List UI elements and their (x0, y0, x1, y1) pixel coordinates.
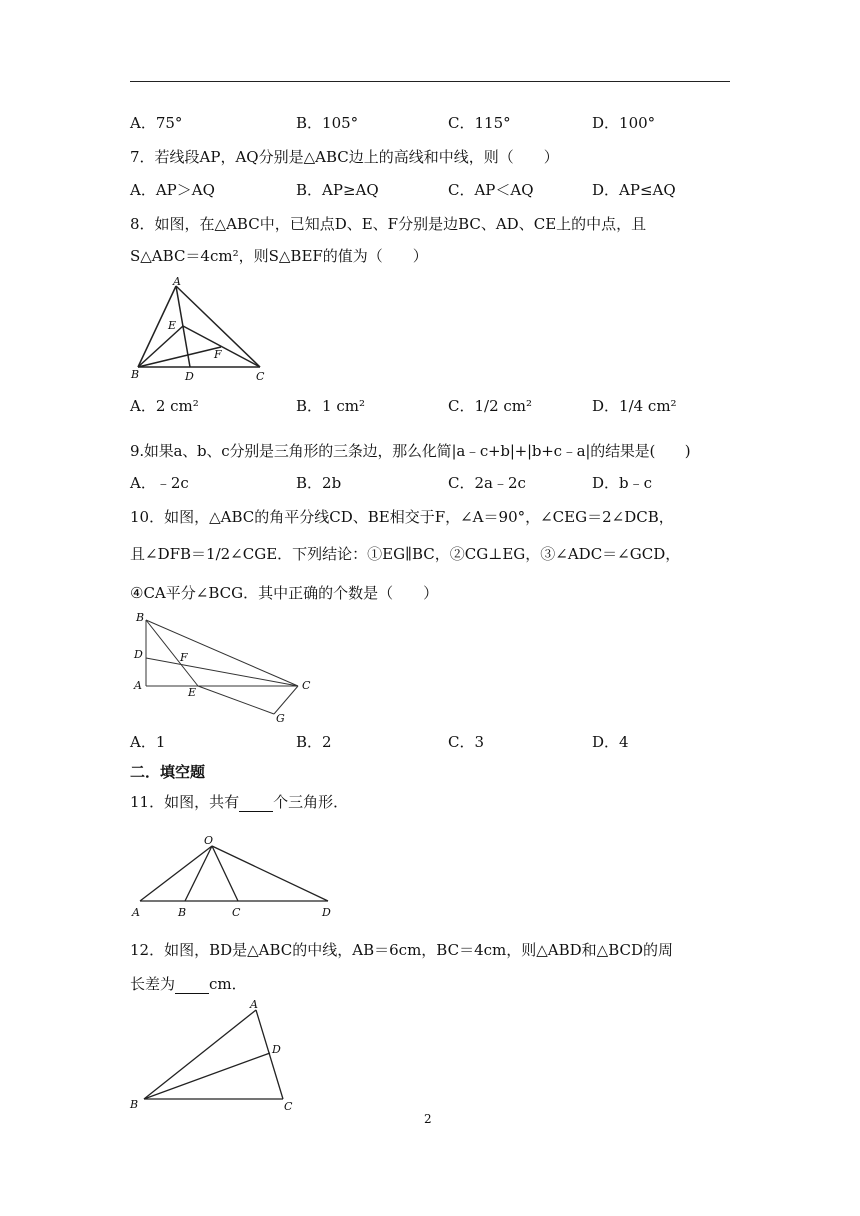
q8-seg-bf (138, 347, 221, 367)
q10-stem-line1: 10．如图，△ABC的角平分线CD、BE相交于F，∠A＝90°，∠CEG＝2∠DCB， (130, 508, 674, 526)
q10-label-g: G (276, 712, 285, 724)
q9-stem: 9.如果a、b、c分别是三角形的三条边，那么化简|a﹣c+b|+|b+c﹣a|的结果是( ) (130, 442, 691, 460)
q11-stem-post: 个三角形． (273, 793, 349, 811)
q11-label-a: A (132, 906, 140, 919)
q12-label-d: D (272, 1043, 281, 1056)
q10-option-b: B．2 (296, 733, 332, 751)
q8-option-a: A．2 cm² (130, 397, 199, 415)
q12-stem-pre: 长差为 (130, 975, 176, 993)
q12-stem-post: cm． (209, 975, 247, 993)
q11-seg-oc (212, 846, 238, 901)
q10-stem-line2: 且∠DFB＝1/2∠CGE．下列结论：①EG∥BC，②CG⊥EG，③∠ADC＝∠GCD， (130, 545, 681, 563)
q11-label-o: O (204, 834, 214, 847)
q9-option-c: C．2a﹣2c (448, 474, 526, 492)
q7-stem: 7．若线段AP，AQ分别是△ABC边上的高线和中线，则（ ） (130, 148, 559, 166)
q12-answer-blank (175, 979, 209, 994)
q6-option-a: A．75° (130, 114, 183, 132)
section-heading-fill-in: 二．填空题 (130, 763, 206, 781)
q11-figure (128, 828, 344, 922)
q7-option-d: D．AP≤AQ (592, 181, 676, 199)
q6-option-d: D．100° (592, 114, 656, 132)
q7-option-c: C．AP＜AQ (448, 181, 534, 199)
q10-label-d: D (134, 648, 143, 661)
q11-stem-pre: 11．如图，共有 (130, 793, 240, 811)
q8-stem-line1: 8．如图，在△ABC中，已知点D、E、F分别是边BC、AD、CE上的中点，且 (130, 215, 647, 233)
q8-stem-line2: S△ABC＝4cm²，则S△BEF的值为（ ） (130, 247, 428, 265)
q10-option-c: C．3 (448, 733, 485, 751)
q10-stem-line3: ④CA平分∠BCG．其中正确的个数是（ ） (130, 584, 439, 602)
q12-side-ab (144, 1010, 256, 1099)
q10-label-c: C (302, 679, 311, 692)
q10-figure (128, 608, 318, 724)
q11-stem (130, 792, 348, 812)
q10-label-f: F (180, 651, 188, 664)
q8-label-e: E (168, 319, 177, 332)
q11-seg-od (212, 846, 328, 901)
q10-seg-gc (274, 686, 298, 714)
q12-label-b: B (130, 1098, 139, 1111)
q10-side-bc (146, 620, 298, 686)
q8-label-f: F (214, 348, 222, 361)
q9-option-a: A．﹣2c (130, 474, 189, 492)
q8-option-b: B．1 cm² (296, 397, 365, 415)
q10-label-a: A (134, 679, 142, 692)
header-rule (130, 81, 730, 82)
q8-label-b: B (131, 368, 140, 381)
q10-option-d: D．4 (592, 733, 629, 751)
q10-label-b: B (136, 611, 145, 624)
q6-option-b: B．105° (296, 114, 359, 132)
q9-option-b: B．2b (296, 474, 342, 492)
q10-bisector-cd (146, 658, 298, 686)
q8-label-c: C (256, 370, 265, 383)
q12-label-c: C (284, 1100, 293, 1112)
q11-seg-ob (185, 846, 212, 901)
q12-stem-line2 (130, 974, 247, 994)
q12-figure (128, 996, 298, 1112)
q12-median-bd (144, 1053, 270, 1099)
q10-seg-eg (198, 686, 274, 714)
q11-label-d: D (322, 906, 331, 919)
q7-option-a: A．AP＞AQ (130, 181, 215, 199)
q8-option-c: C．1/2 cm² (448, 397, 533, 415)
q12-stem-line1: 12．如图，BD是△ABC的中线，AB＝6cm，BC＝4cm，则△ABD和△BCD的周 (130, 941, 674, 959)
q6-option-c: C．115° (448, 114, 511, 132)
q8-figure (128, 274, 276, 386)
q11-label-c: C (232, 906, 241, 919)
q11-answer-blank (239, 797, 273, 812)
q11-seg-oa (140, 846, 212, 901)
q8-label-d: D (185, 370, 194, 383)
q10-bisector-be (146, 620, 198, 686)
q8-option-d: D．1/4 cm² (592, 397, 677, 415)
q10-option-a: A．1 (130, 733, 166, 751)
page-number: 2 (424, 1112, 432, 1126)
q12-label-a: A (250, 998, 258, 1011)
q8-label-a: A (173, 275, 181, 288)
q7-option-b: B．AP≥AQ (296, 181, 379, 199)
q11-label-b: B (178, 906, 187, 919)
q10-label-e: E (188, 686, 197, 699)
q9-option-d: D．b﹣c (592, 474, 653, 492)
